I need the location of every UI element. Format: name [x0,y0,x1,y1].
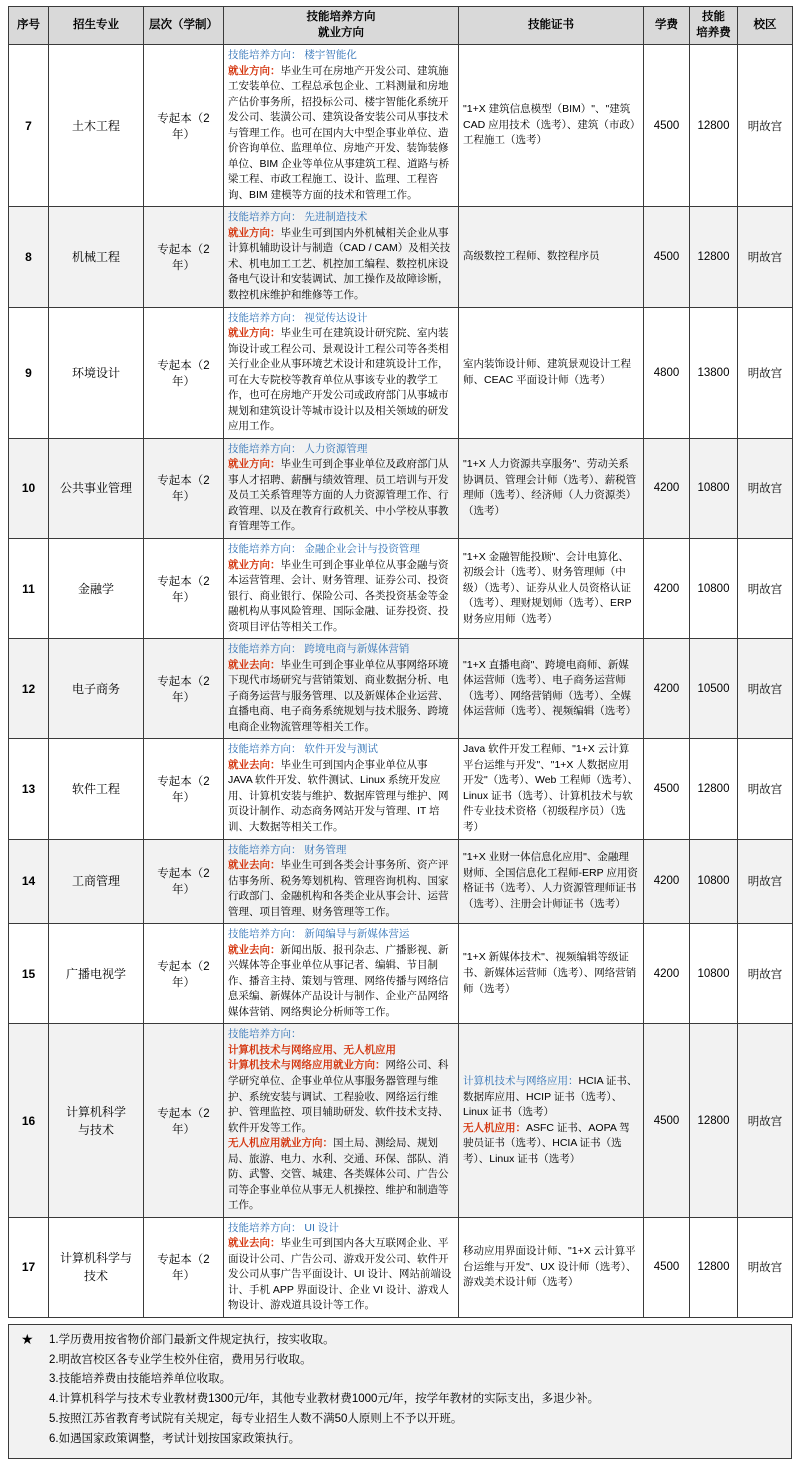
table-row [9,1217,793,1317]
cell-certificate: 计算机技术与网络应用：HCIA 证书、数据库应用、HCIP 证书（选考）、Linux 证书（选考） 无人机应用：ASFC 证书、AOPA 驾驶员证书（选考）、HCIA 证书（选考）、Linux 证书（选考） [459,1024,644,1217]
header-major: 招生专业 [49,7,144,45]
cell-skill-fee: 12800 [690,45,738,207]
cell-direction: 技能培养方向： 金融企业会计与投资管理 就业方向：毕业生可到企事业单位从事金融与资本运营管理、会计、财务管理、证券公司、投资银行、商业银行、保险公司、各类投资基金等金融机构从事风险管理、国际金融、证券投资、投资项目评估等相关工作。 [224,538,459,638]
cell-campus: 明故宫 [738,207,793,307]
cell-level: 专起本（2 年） [144,739,224,839]
cell-campus: 明故宫 [738,538,793,638]
note-item: 1.学历费用按省物价部门最新文件规定执行，按实收取。 [49,1333,335,1346]
cell-major: 计算机科学 与技术 [49,1024,144,1217]
note-item: 3.技能培养费由技能培养单位收取。 [49,1373,232,1386]
cell-tuition: 4500 [644,1217,690,1317]
cell-major: 土木工程 [49,45,144,207]
cell-tuition: 4200 [644,839,690,924]
cell-major: 工商管理 [49,839,144,924]
cell-certificate: "1+X 直播电商"、跨境电商师、新媒体运营师（选考）、电子商务运营师（选考）、网络营销师（选考）、全媒体运营师（选考）、视频编辑（选考） [459,639,644,739]
cell-certificate: 高级数控工程师、数控程序员 [459,207,644,307]
cell-tuition: 4200 [644,924,690,1024]
cell-seq: 7 [9,45,49,207]
cell-level: 专起本（2 年） [144,924,224,1024]
cell-direction: 技能培养方向： 楼宇智能化 就业方向：毕业生可在房地产开发公司、建筑施工安装单位、工程总承包企业、工料测量和房地产估价事务所，招投标公司、楼宇智能化系统开发公司、装潢公司、建筑设备安装公司从事技术与管理工作。也可在国内大中型企事业单位、造价咨询单位、监理单位、房地产开发、装饰装修单位、BIM 企业等单位从事建筑工程、道路与桥梁工程、市政工程施工、设计、监理、工程咨询、BIM 建模等方面的技术和管理工作。 [224,45,459,207]
cell-skill-fee: 10800 [690,538,738,638]
cell-campus: 明故宫 [738,1217,793,1317]
cell-seq: 9 [9,307,49,438]
table-row [9,438,793,538]
cell-tuition: 4200 [644,438,690,538]
cell-seq: 14 [9,839,49,924]
cell-campus: 明故宫 [738,438,793,538]
cell-skill-fee: 12800 [690,739,738,839]
cell-seq: 16 [9,1024,49,1217]
cell-level: 专起本（2 年） [144,438,224,538]
cell-direction: 技能培养方向： 软件开发与测试 就业去向：毕业生可到国内企事业单位从事 JAVA 软件开发、软件测试、Linux 系统开发应用、计算机安装与维护、数据库管理与维护、网页设计制作、动态商务网站开发与管理、IT 培训、大数据等相关工作。 [224,739,459,839]
header-certificate: 技能证书 [459,7,644,45]
cell-level: 专起本（2 年） [144,1024,224,1217]
cell-major: 软件工程 [49,739,144,839]
cell-campus: 明故宫 [738,839,793,924]
cell-major: 环境设计 [49,307,144,438]
note-item: 4.计算机科学与技术专业教材费1300元/年，其他专业教材费1000元/年，按学年教材的实际支出，多退少补。 [49,1393,600,1406]
star-icon: ★ [21,1330,34,1347]
table-row [9,45,793,207]
header-row [9,7,793,45]
table-row [9,1024,793,1217]
cell-direction: 技能培养方向： UI 设计 就业去向：毕业生可到国内各大互联网企业、平面设计公司、广告公司、游戏开发公司、软件开发公司从事广告平面设计、UI 设计、网站前端设计、手机 APP 界面设计、企业 VI 设计、游戏人物设计、游戏道具设计等工作。 [224,1217,459,1317]
cell-certificate: 移动应用界面设计师、"1+X 云计算平台运维与开发"、UX 设计师（选考）、游戏美术设计师（选考） [459,1217,644,1317]
cell-direction: 技能培养方向： 先进制造技术 就业方向：毕业生可到国内外机械相关企业从事计算机辅助设计与制造（CAD / CAM）及相关技术、机电加工工艺、机控加工编程、数控机床设备电气设计和安装调试、加工操作及故障诊断，数控机床维护和维修等工作。 [224,207,459,307]
notes-list [19,1331,781,1450]
cell-level: 专起本（2 年） [144,45,224,207]
cell-tuition: 4200 [644,639,690,739]
cell-level: 专起本（2 年） [144,839,224,924]
cell-skill-fee: 12800 [690,207,738,307]
header-campus: 校区 [738,7,793,45]
cell-skill-fee: 12800 [690,1217,738,1317]
cell-major: 机械工程 [49,207,144,307]
cell-level: 专起本（2 年） [144,1217,224,1317]
cell-certificate: "1+X 金融智能投顾"、会计电算化、初级会计（选考）、财务管理师（中级）（选考）、证券从业人员资格认证（选考）、理财规划师（选考）、ERP 财务应用师（选考） [459,538,644,638]
cell-direction: 技能培养方向： 视觉传达设计 就业方向：毕业生可在建筑设计研究院、室内装饰设计或工程公司、景观设计工程公司等各类相关行业企业从事环境艺术设计和建筑设计工作，可在大专院校等教育单位从事该专业的教学工作，也可在房地产开发公司或政府部门从事城市规划和建筑设计等城市设计以及相关领域的研发应用工作。 [224,307,459,438]
cell-tuition: 4200 [644,538,690,638]
table-row [9,924,793,1024]
table-row [9,538,793,638]
cell-seq: 8 [9,207,49,307]
cell-skill-fee: 10500 [690,639,738,739]
cell-certificate: "1+X 建筑信息模型（BIM）"、"建筑 CAD 应用技术（选考）、建筑（市政）工程施工（选考） [459,45,644,207]
cell-tuition: 4500 [644,207,690,307]
header-tuition: 学费 [644,7,690,45]
cell-direction: 技能培养方向： 财务管理 就业去向：毕业生可到各类会计事务所、资产评估事务所、税务筹划机构、管理咨询机构、国家行政部门、金融机构和各类企业从事会计、运营管理、项目管理、财务管理等工作。 [224,839,459,924]
cell-certificate: Java 软件开发工程师、"1+X 云计算平台运维与开发"、"1+X 人数据应用开发"（选考）、Web 工程师（选考）、Linux 证书（选考）、计算机技术与软件专业技术资格（初级程序员）（选考） [459,739,644,839]
cell-seq: 13 [9,739,49,839]
cell-seq: 15 [9,924,49,1024]
cell-tuition: 4500 [644,1024,690,1217]
cell-level: 专起本（2 年） [144,207,224,307]
table-row [9,639,793,739]
cell-certificate: "1+X 人力资源共享服务"、劳动关系协调员、管理会计师（选考）、薪税管理师（选考）、经济师（人力资源类）（选考） [459,438,644,538]
cell-direction: 技能培养方向： 人力资源管理 就业方向：毕业生可到企事业单位及政府部门从事人才招聘、薪酬与绩效管理、员工培训与开发及员工关系管理等方面的人力资源管理工作、行政管理、以及在教育行政机关、中小学校从事教育管理等工作。 [224,438,459,538]
cell-seq: 11 [9,538,49,638]
header-level: 层次（学制） [144,7,224,45]
enrollment-table [8,6,793,1318]
cell-level: 专起本（2 年） [144,538,224,638]
cell-major: 电子商务 [49,639,144,739]
cell-skill-fee: 10800 [690,839,738,924]
cell-skill-fee: 10800 [690,438,738,538]
cell-seq: 12 [9,639,49,739]
cell-major: 金融学 [49,538,144,638]
table-row [9,739,793,839]
note-item: 2.明故宫校区各专业学生校外住宿，费用另行收取。 [49,1353,312,1366]
cell-seq: 10 [9,438,49,538]
table-row [9,307,793,438]
cell-major: 公共事业管理 [49,438,144,538]
cell-campus: 明故宫 [738,307,793,438]
cell-tuition: 4800 [644,307,690,438]
cell-campus: 明故宫 [738,639,793,739]
cell-skill-fee: 13800 [690,307,738,438]
header-direction: 技能培养方向 就业方向 [224,7,459,45]
cell-major: 计算机科学与 技术 [49,1217,144,1317]
cell-campus: 明故宫 [738,924,793,1024]
cell-campus: 明故宫 [738,45,793,207]
cell-certificate: 室内装饰设计师、建筑景观设计工程师、CEAC 平面设计师（选考） [459,307,644,438]
cell-campus: 明故宫 [738,1024,793,1217]
cell-tuition: 4500 [644,739,690,839]
header-seq: 序号 [9,7,49,45]
note-item: 5.按照江苏省教育考试院有关规定，每专业招生人数不满50人原则上不予以开班。 [49,1413,463,1425]
cell-certificate: "1+X 业财一体信息化应用"、金融理财师、全国信息化工程师-ERP 应用资格证书（选考）、人力资源管理师证书（选考）、注册会计师证书（选考） [459,839,644,924]
cell-campus: 明故宫 [738,739,793,839]
cell-level: 专起本（2 年） [144,307,224,438]
cell-direction: 技能培养方向： 跨境电商与新媒体营销 就业去向：毕业生可到企事业单位从事网络环境下现代市场研究与营销策划、商业数据分析、电子商务运营与服务管理、以及新媒体企业运营、直播电商、电子商务系统规划与技术服务、跨境电商企业物流管理等相关工作。 [224,639,459,739]
note-item: 6.如遇国家政策调整，考试计划按国家政策执行。 [49,1432,301,1445]
cell-level: 专起本（2 年） [144,639,224,739]
cell-tuition: 4500 [644,45,690,207]
table-body [9,45,793,1318]
cell-direction: 技能培养方向： 新闻编导与新媒体营运 就业去向：新闻出版、报刊杂志、广播影视、新兴媒体等企事业单位从事记者、编辑、节目制作、播音主持、策划与管理、网络传播与网络信息采编、新媒体产品设计与制作、企业产品网络媒体营销、网络舆论分析师等工作。 [224,924,459,1024]
cell-skill-fee: 12800 [690,1024,738,1217]
cell-major: 广播电视学 [49,924,144,1024]
cell-direction: 技能培养方向： 计算机技术与网络应用、无人机应用 计算机技术与网络应用就业方向：网络公司、科学研究单位、企事业单位从事服务器管理与维护、系统安装与调试、工程验收、网络运行维护、管理监控、项目辅助研发、软件技术支持、软件开发等工作。 无人机应用就业方向：国土局、测绘局、规划局、旅游、电力、水利、交通、环保、部队、消防、武警、交管、城建、各类媒体公司、广告公司等企事业单位从事无人机操控、维护和制造等工作。 [224,1024,459,1217]
header-skillfee: 技能 培养费 [690,7,738,45]
table-row [9,207,793,307]
table-row [9,839,793,924]
table-header [9,7,793,45]
notes-box [8,1324,792,1459]
cell-skill-fee: 10800 [690,924,738,1024]
cell-certificate: "1+X 新媒体技术"、视频编辑等级证书、新媒体运营师（选考）、网络营销师（选考） [459,924,644,1024]
cell-seq: 17 [9,1217,49,1317]
